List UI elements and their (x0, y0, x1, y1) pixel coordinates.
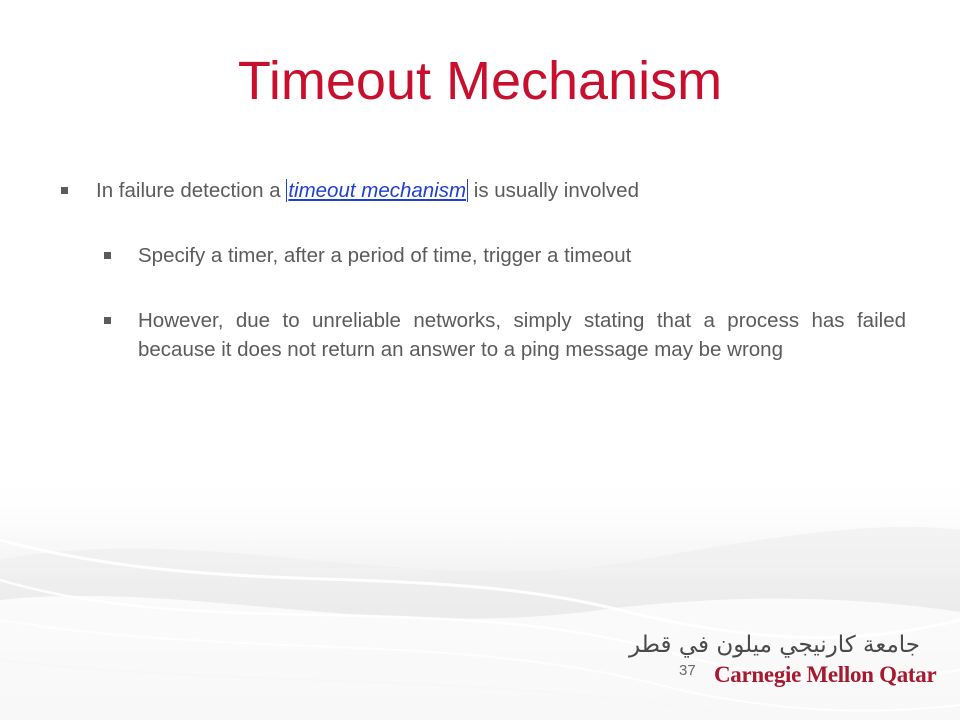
bullet-sub-timer-text: Specify a timer, after a period of time, trigger a timeout (138, 244, 632, 267)
bullet-list (60, 176, 906, 364)
bullet-main-text-after: is usually involved (468, 179, 639, 202)
timeout-mechanism-link[interactable]: timeout mechanism (288, 179, 467, 202)
bullet-square-icon (104, 252, 111, 259)
bullet-sub-timer (60, 241, 906, 270)
logo-arabic-text: جامعة كارنيجي ميلون في قطر (628, 632, 920, 658)
bullet-sub-networks-text: However, due to unreliable networks, simply stating that a process has failed because it does not return an answer to a ping message may be wrong (138, 309, 906, 361)
bullet-sub-networks (60, 306, 906, 364)
page-number: 37 (679, 662, 696, 679)
bullet-main (60, 176, 906, 205)
slide-title: Timeout Mechanism (237, 51, 723, 111)
bullet-square-icon (61, 187, 68, 194)
bullet-square-icon (104, 317, 111, 324)
logo-english-text: Carnegie Mellon Qatar (714, 662, 937, 687)
bullet-main-text-before: In failure detection a (96, 179, 287, 202)
